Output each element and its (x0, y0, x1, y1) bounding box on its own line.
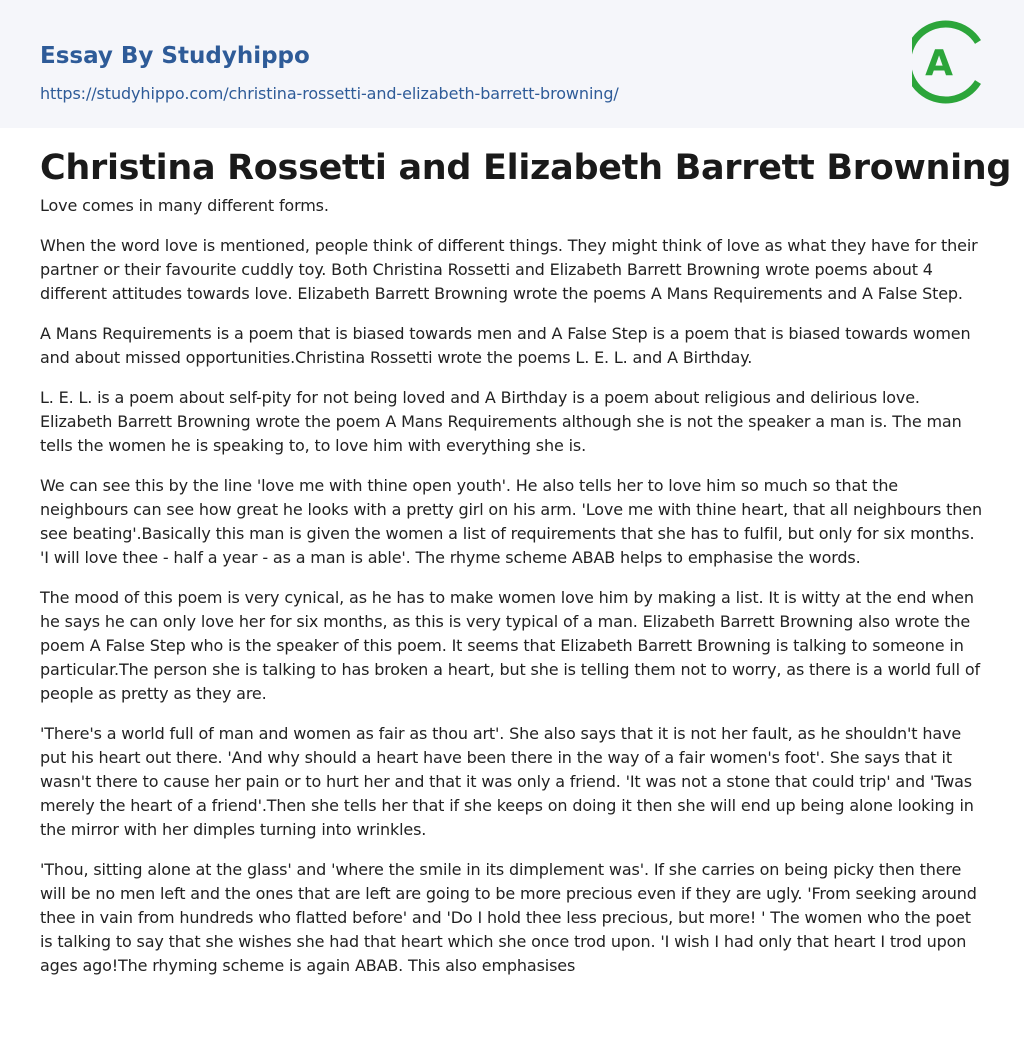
essay-paragraph: 'There's a world full of man and women as fair as thou art'. She also says that it is not her fault, as he shouldn't have put his heart out there. 'And why should a heart have been there in the way of a fair women's foot'. She says that it wasn't there to cause her pain or to hurt her and that it was only a friend. 'It was not a stone that could trip' and 'Twas merely the heart of a friend'.Then she tells her that if she keeps on doing it then she will end up being alone looking in the mirror with her dimples turning into wrinkles. (40, 724, 974, 839)
essay-paragraph: 'Thou, sitting alone at the glass' and 'where the smile in its dimplement was'. If she carries on being picky then there will be no men left and the ones that are left are going to be more precious even if they are ugly. 'From seeking around thee in vain from hundreds who flatted before' and 'Do I hold thee less precious, but more! ' The women who the poet is talking to say that she wishes she had that heart which she once trod upon. 'I wish I had only that heart I trod upon ages ago!The rhyming scheme is again ABAB. This also emphasises (40, 860, 977, 975)
logo-letter: A (925, 43, 953, 84)
essay-paragraph: We can see this by the line 'love me with thine open youth'. He also tells her to love him so much so that the neighbours can see how great he looks with a pretty girl on his arm. 'Love me with thine heart, that all neighbours then see beating'.Basically this man is given the women a list of requirements that she has to fulfil, but only for six months. 'I will love thee - half a year - as a man is able'. The rhyme scheme ABAB helps to emphasise the words. (40, 476, 982, 567)
essay-paragraph: When the word love is mentioned, people think of different things. They might think of love as what they have for their partner or their favourite cuddly toy. Both Christina Rossetti and Elizabeth Barrett Browning wrote poems about 4 different attitudes towards love. Elizabeth Barrett Browning wrote the poems A Mans Requirements and A False Step. (40, 236, 978, 303)
essay-paragraph: A Mans Requirements is a poem that is biased towards men and A False Step is a poem that is biased towards women and about missed opportunities.Christina Rossetti wrote the poems L. E. L. and A Birthday. (40, 324, 971, 367)
essay-body (40, 194, 986, 994)
essay-paragraph: Love comes in many different forms. (40, 196, 329, 215)
site-brand[interactable]: Essay By Studyhippo (40, 43, 310, 69)
essay-title: Christina Rossetti and Elizabeth Barrett Browning (40, 148, 1012, 188)
essay-url-link[interactable]: https://studyhippo.com/christina-rossetti-and-elizabeth-barrett-browning/ (40, 84, 619, 103)
essay-paragraph: The mood of this poem is very cynical, as he has to make women love him by making a list. It is witty at the end when he says he can only love her for six months, as this is very typical of a man. Elizabeth Barrett Browning also wrote the poem A False Step who is the speaker of this poem. It seems that Elizabeth Barrett Browning is talking to someone in particular.The person she is talking to has broken a heart, but she is telling them not to worry, as there is a world full of people as pretty as they are. (40, 588, 980, 703)
essay-paragraph: L. E. L. is a poem about self-pity for not being loved and A Birthday is a poem about religious and delirious love. Elizabeth Barrett Browning wrote the poem A Mans Requirements although she is not the speaker a man is. The man tells the women he is speaking to, to love him with everything she is. (40, 388, 962, 455)
